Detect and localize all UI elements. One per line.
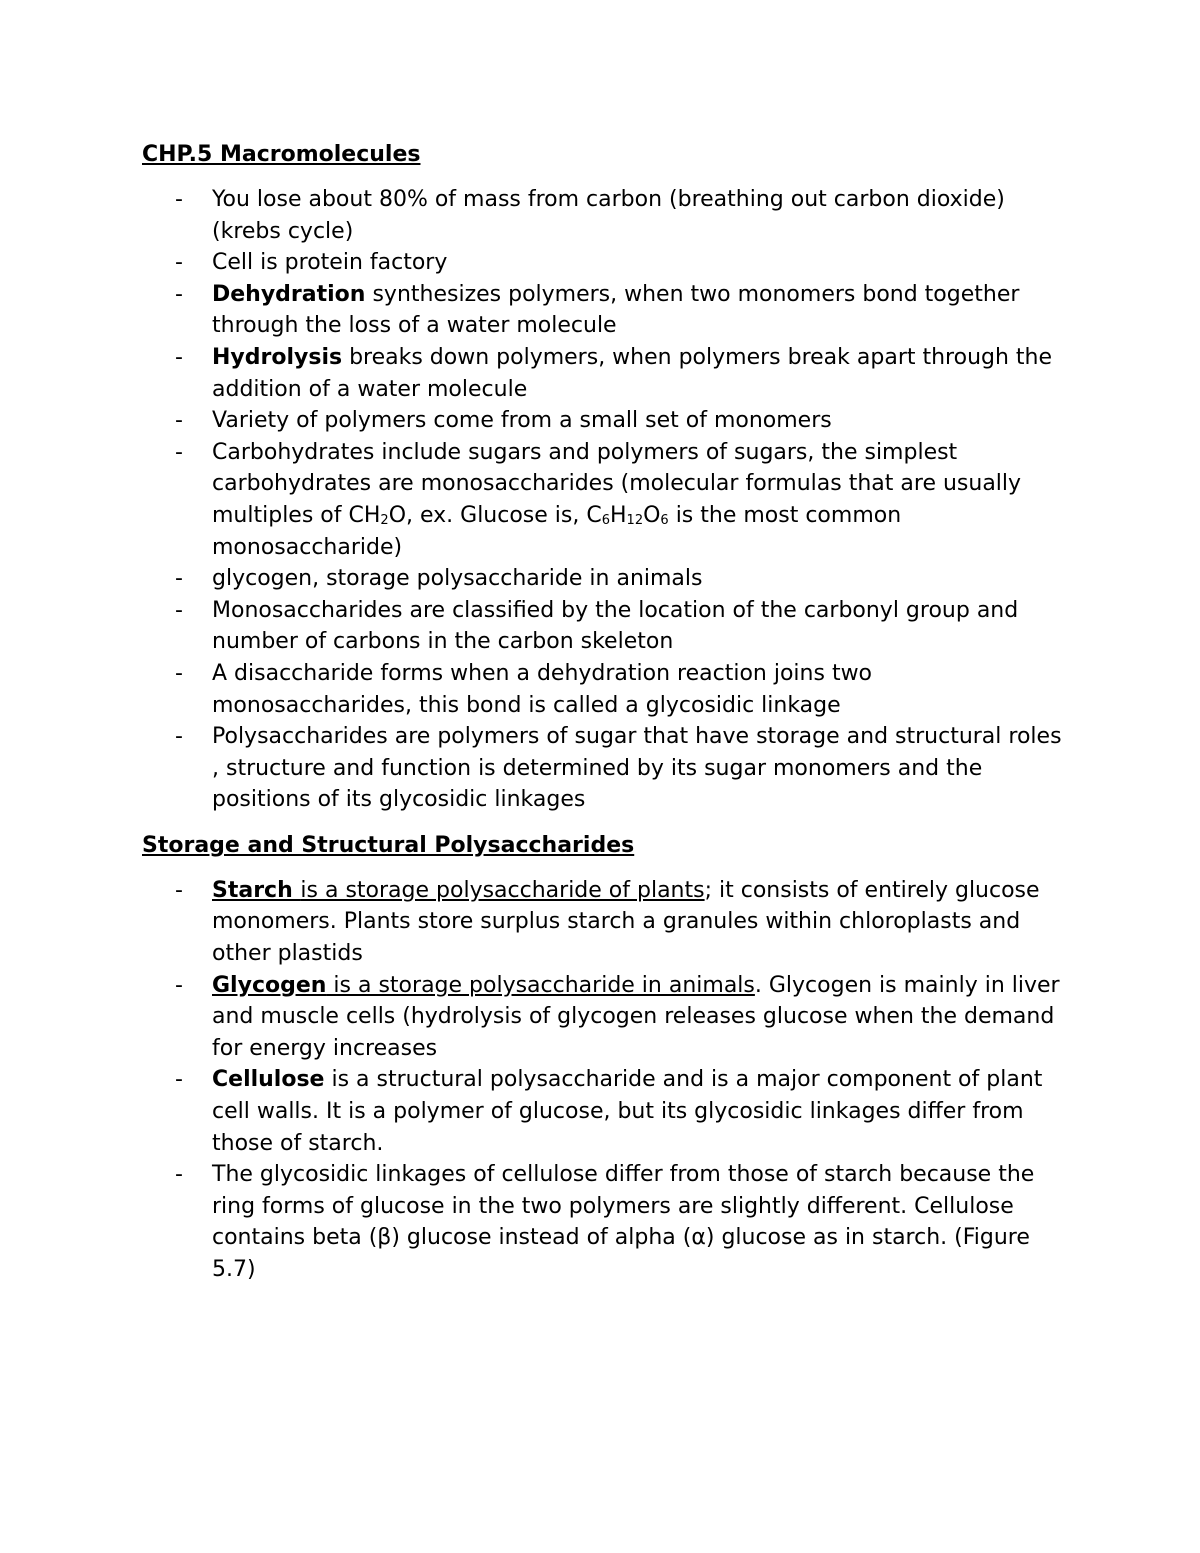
- bullet-dash: -: [175, 566, 183, 592]
- term-dehydration: Dehydration: [212, 281, 366, 307]
- page-title: CHP.5 Macromolecules: [142, 142, 421, 167]
- list-item: - Monosaccharides are classified by the location of the carbonyl group and number of carbons in the carbon skeleton: [142, 595, 1072, 658]
- bullet-dash: -: [175, 408, 183, 434]
- list-item: - Starch is a storage polysaccharide of plants; it consists of entirely glucose monomers. Plants store surplus starch a granules within chloroplasts and other plastids: [142, 875, 1072, 970]
- bullet-dash: -: [175, 187, 183, 212]
- list-item: - Cell is protein factory: [142, 247, 1072, 279]
- list-item: - A disaccharide forms when a dehydration reaction joins two monosaccharides, this bond is called a glycosidic linkage: [142, 658, 1072, 721]
- bullet-list-polysaccharides: [142, 875, 1072, 1286]
- list-item: - Hydrolysis breaks down polymers, when polymers break apart through the addition of a water molecule: [142, 342, 1072, 405]
- list-item: - Variety of polymers come from a small set of monomers: [142, 405, 1072, 437]
- bullet-dash: -: [175, 1067, 183, 1093]
- list-item: - Cellulose is a structural polysaccharide and is a major component of plant cell walls. It is a polymer of glucose, but its glycosidic linkages differ from those of starch.: [142, 1064, 1072, 1159]
- section-heading-polysaccharides: Storage and Structural Polysaccharides: [142, 832, 635, 858]
- list-item: - glycogen, storage polysaccharide in animals: [142, 563, 1072, 595]
- bullet-dash: -: [175, 439, 183, 465]
- bullet-dash: -: [175, 250, 183, 276]
- bullet-dash: -: [175, 1162, 183, 1188]
- bullet-dash: -: [175, 597, 183, 623]
- list-item: - Glycogen is a storage polysaccharide in animals. Glycogen is mainly in liver and muscle cells (hydrolysis of glycogen releases glucose when the demand for energy increases: [142, 970, 1072, 1065]
- list-item: - Carbohydrates include sugars and polymers of sugars, the simplest carbohydrates are monosaccharides (molecular formulas that are usually multiples of $CH_2O$, ex. Glucose is, $C_6H_{12}O_6$ is the most common monosaccharide): [142, 437, 1072, 563]
- term-starch: Starch: [212, 877, 301, 903]
- bullet-dash: -: [175, 972, 183, 998]
- bullet-dash: -: [175, 281, 183, 307]
- list-item: - The glycosidic linkages of cellulose differ from those of starch because the ring forms of glucose in the two polymers are slightly different. Cellulose contains beta (β) glucose instead of alpha (α) glucose as in starch. (Figure 5.7): [142, 1159, 1072, 1285]
- list-item: - You lose about 80% of mass from carbon (breathing out carbon dioxide) (krebs cycle): [142, 184, 1072, 247]
- bullet-dash: -: [175, 877, 183, 903]
- list-item: - Polysaccharides are polymers of sugar that have storage and structural roles , structure and function is determined by its sugar monomers and the positions of its glycosidic linkages: [142, 721, 1072, 816]
- bullet-dash: -: [175, 660, 183, 686]
- document-page: [142, 139, 1072, 1286]
- term-hydrolysis: Hydrolysis: [212, 344, 343, 370]
- term-glycogen: Glycogen: [212, 972, 327, 998]
- bullet-dash: -: [175, 344, 183, 370]
- bullet-list-macromolecules: [142, 184, 1072, 816]
- bullet-dash: -: [175, 724, 183, 750]
- list-item: - Dehydration synthesizes polymers, when two monomers bond together through the loss of a water molecule: [142, 279, 1072, 342]
- term-cellulose: Cellulose: [212, 1067, 325, 1093]
